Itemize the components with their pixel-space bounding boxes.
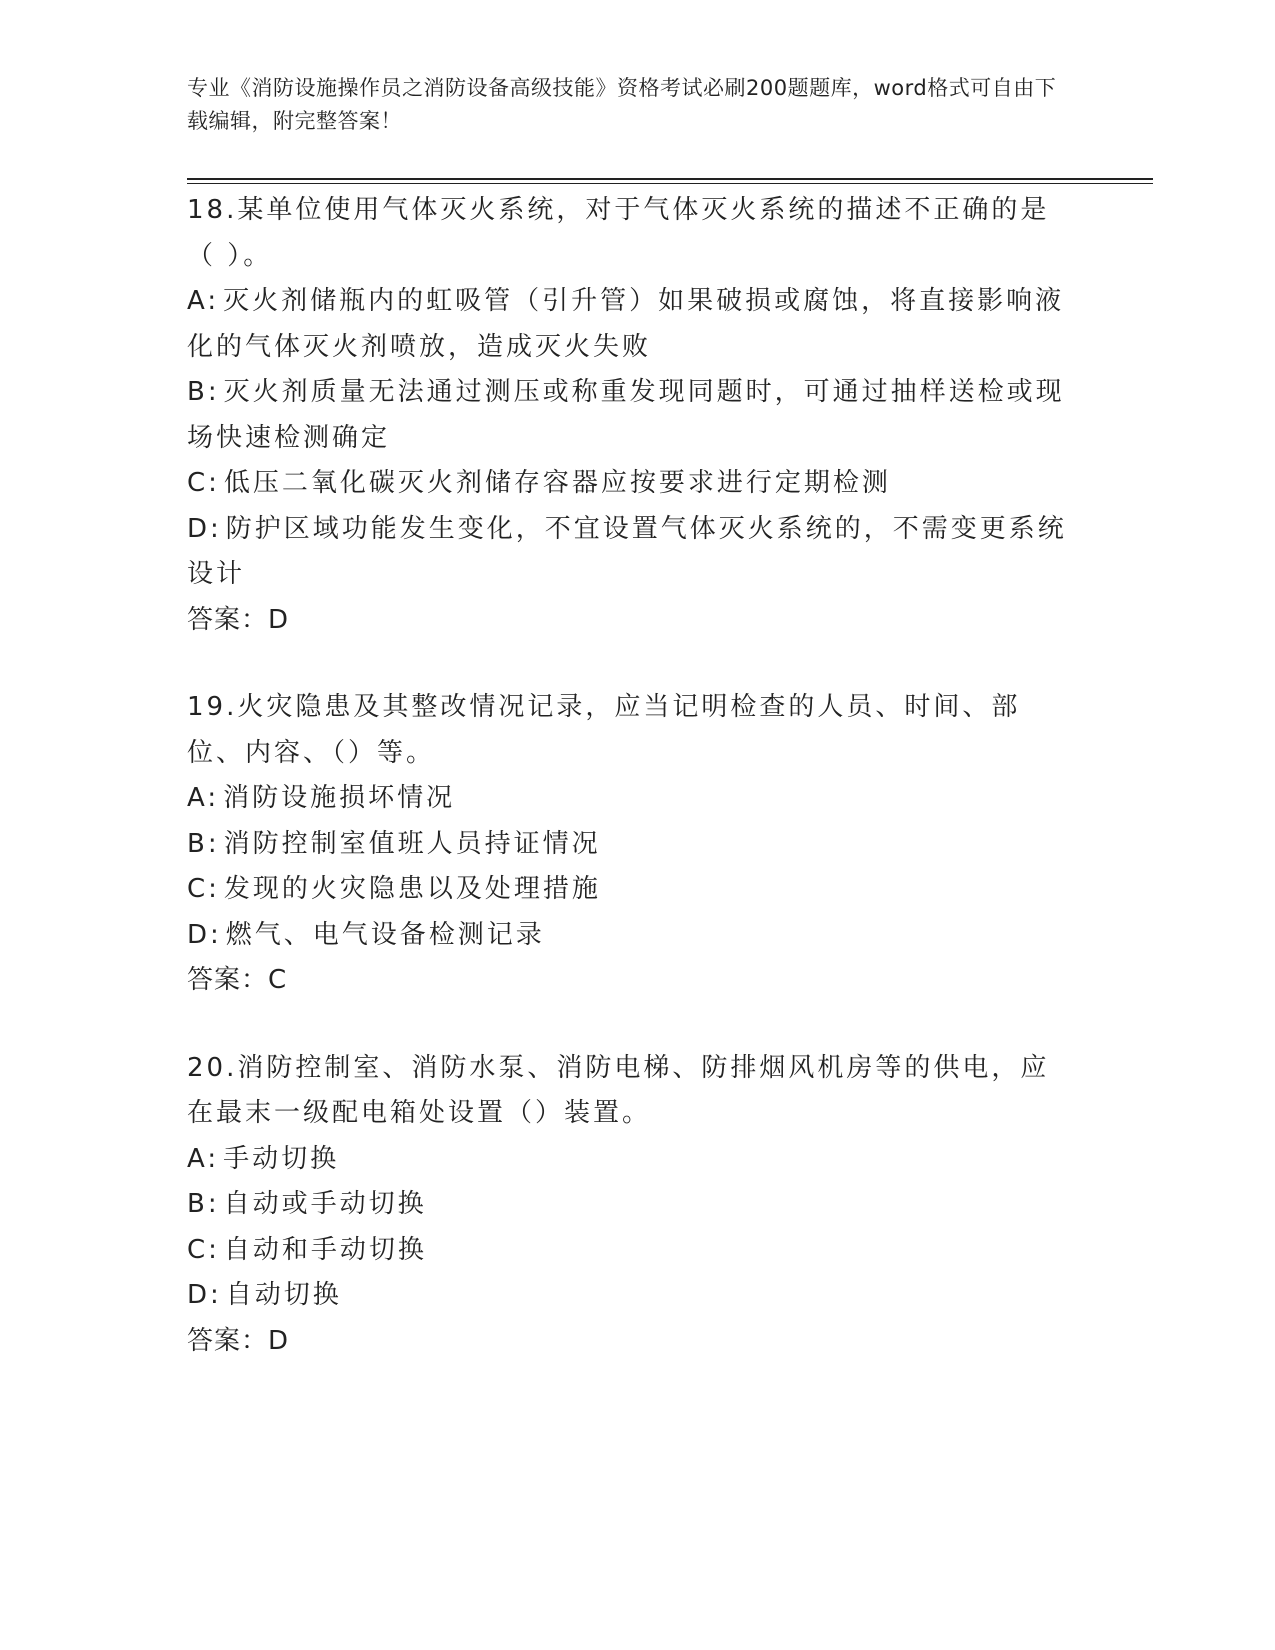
option-text: 手动切换 bbox=[223, 1143, 340, 1174]
question-stem: 20.消防控制室、消防水泵、消防电梯、防排烟风机房等的供电，应在最末一级配电箱处设置（）装置。 bbox=[187, 1052, 1050, 1128]
option-d bbox=[187, 1273, 1067, 1319]
question-20 bbox=[187, 1046, 1067, 1365]
option-text: 自动切换 bbox=[225, 1280, 342, 1310]
option-c bbox=[187, 461, 1067, 507]
option-d bbox=[187, 913, 1067, 959]
answer-line: 答案：C bbox=[187, 965, 288, 995]
option-text: 发现的火灾隐患以及处理措施 bbox=[223, 874, 601, 904]
option-text: 自动和手动切换 bbox=[223, 1234, 427, 1265]
option-key: D: bbox=[187, 513, 222, 544]
question-18 bbox=[187, 188, 1067, 643]
option-text: 燃气、电气设备检测记录 bbox=[225, 919, 545, 950]
option-b bbox=[187, 822, 1067, 868]
option-key: D: bbox=[187, 919, 222, 950]
header-rule-thick bbox=[187, 178, 1153, 180]
option-key: A: bbox=[187, 783, 220, 813]
option-a bbox=[187, 279, 1067, 370]
option-text: 灭火剂储瓶内的虹吸管（引升管）如果破损或腐蚀，将直接影响液化的气体灭火剂喷放，造成灭火失败 bbox=[187, 286, 1065, 362]
option-a bbox=[187, 1137, 1067, 1183]
option-key: A: bbox=[187, 286, 220, 316]
option-c bbox=[187, 1228, 1067, 1274]
option-text: 消防设施损坏情况 bbox=[223, 783, 456, 813]
option-a bbox=[187, 776, 1067, 822]
option-d bbox=[187, 507, 1067, 598]
answer-line: 答案：D bbox=[187, 1325, 290, 1356]
option-key: C: bbox=[187, 1234, 220, 1265]
option-text: 灭火剂质量无法通过测压或称重发现同题时，可通过抽样送检或现场快速检测确定 bbox=[187, 377, 1065, 453]
header-rule-thin bbox=[187, 183, 1153, 184]
question-stem: 18.某单位使用气体灭火系统，对于气体灭火系统的描述不正确的是（ ）。 bbox=[187, 195, 1050, 271]
answer-line: 答案：D bbox=[187, 604, 290, 635]
option-b bbox=[187, 370, 1067, 461]
question-stem: 19.火灾隐患及其整改情况记录，应当记明检查的人员、时间、部位、内容、（）等。 bbox=[187, 692, 1021, 768]
option-b bbox=[187, 1182, 1067, 1228]
option-key: B: bbox=[187, 377, 220, 407]
question-list bbox=[187, 188, 1067, 1406]
option-c bbox=[187, 867, 1067, 913]
option-key: C: bbox=[187, 874, 220, 904]
option-key: B: bbox=[187, 1189, 220, 1219]
option-key: B: bbox=[187, 828, 220, 859]
option-text: 自动或手动切换 bbox=[223, 1189, 427, 1219]
option-text: 防护区域功能发生变化，不宜设置气体灭火系统的，不需变更系统设计 bbox=[187, 513, 1067, 589]
question-19 bbox=[187, 685, 1067, 1004]
option-text: 消防控制室值班人员持证情况 bbox=[223, 828, 601, 859]
option-key: C: bbox=[187, 468, 220, 498]
option-key: A: bbox=[187, 1143, 220, 1174]
page-header: 专业《消防设施操作员之消防设备高级技能》资格考试必刷200题题库，word格式可自由下载编辑，附完整答案！ bbox=[187, 76, 1057, 133]
option-text: 低压二氧化碳灭火剂储存容器应按要求进行定期检测 bbox=[223, 468, 891, 498]
option-key: D: bbox=[187, 1280, 222, 1310]
